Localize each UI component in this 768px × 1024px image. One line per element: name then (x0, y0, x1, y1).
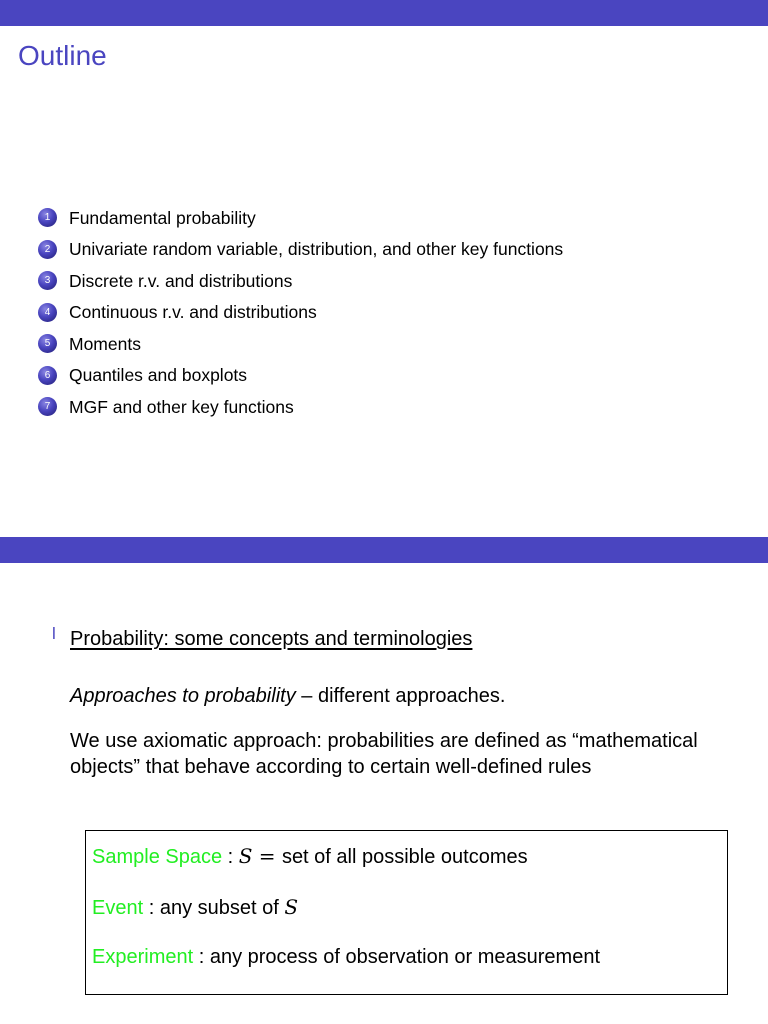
outline-item-2 (38, 234, 563, 266)
outline-item-label: Continuous r.v. and distributions (69, 302, 317, 323)
outline-item-label: Fundamental probability (69, 207, 256, 228)
equals-sign: = (252, 844, 282, 868)
outline-item-label: Quantiles and boxplots (69, 365, 248, 386)
term-event: Event (92, 897, 144, 919)
numbered-bullet-icon: 5 (38, 334, 57, 353)
slide-header-bar (0, 0, 768, 26)
itemize-bullet-icon: l (52, 624, 56, 643)
outline-item-3 (38, 265, 563, 297)
outline-item-6 (38, 360, 563, 392)
outline-item-4 (38, 297, 563, 329)
event-definition: : any subset of (143, 897, 285, 919)
definition-sample-space (92, 843, 528, 870)
definition-event (92, 894, 298, 921)
axiomatic-paragraph: We use axiomatic approach: probabilities are defined as “mathematical objects” that behave according to certain well-defined rules (70, 730, 698, 778)
outline-item-label: MGF and other key functions (69, 396, 294, 417)
symbol-s: S (238, 844, 253, 868)
experiment-definition: : any process of observation or measurement (193, 946, 601, 968)
sample-space-definition: set of all possible outcomes (281, 846, 528, 868)
term-experiment: Experiment (92, 946, 194, 968)
approaches-emphasis: Approaches to probability (70, 685, 296, 707)
outline-item-label: Discrete r.v. and distributions (69, 270, 293, 291)
approaches-paragraph (70, 683, 750, 709)
numbered-bullet-icon: 2 (38, 240, 57, 259)
definition-separator: : (222, 846, 239, 868)
outline-item-label: Univariate random variable, distribution, and other key functions (69, 239, 564, 260)
term-sample-space: Sample Space (92, 846, 223, 868)
outline-list (38, 202, 563, 423)
outline-item-label: Moments (69, 333, 141, 354)
numbered-bullet-icon: 7 (38, 397, 57, 416)
numbered-bullet-icon: 6 (38, 366, 57, 385)
slide-title: Outline (18, 40, 107, 71)
section-heading: Probability: some concepts and terminologies (70, 628, 473, 650)
slide-probability-concepts (0, 537, 768, 1024)
approaches-rest: – different approaches. (295, 685, 506, 707)
definition-experiment (92, 944, 600, 970)
symbol-s: S (284, 895, 299, 919)
outline-item-7 (38, 391, 563, 423)
numbered-bullet-icon: 4 (38, 303, 57, 322)
outline-item-1 (38, 202, 563, 234)
slide-header-bar (0, 537, 768, 563)
definitions-box (85, 830, 728, 995)
outline-item-5 (38, 328, 563, 360)
numbered-bullet-icon: 3 (38, 271, 57, 290)
numbered-bullet-icon: 1 (38, 208, 57, 227)
